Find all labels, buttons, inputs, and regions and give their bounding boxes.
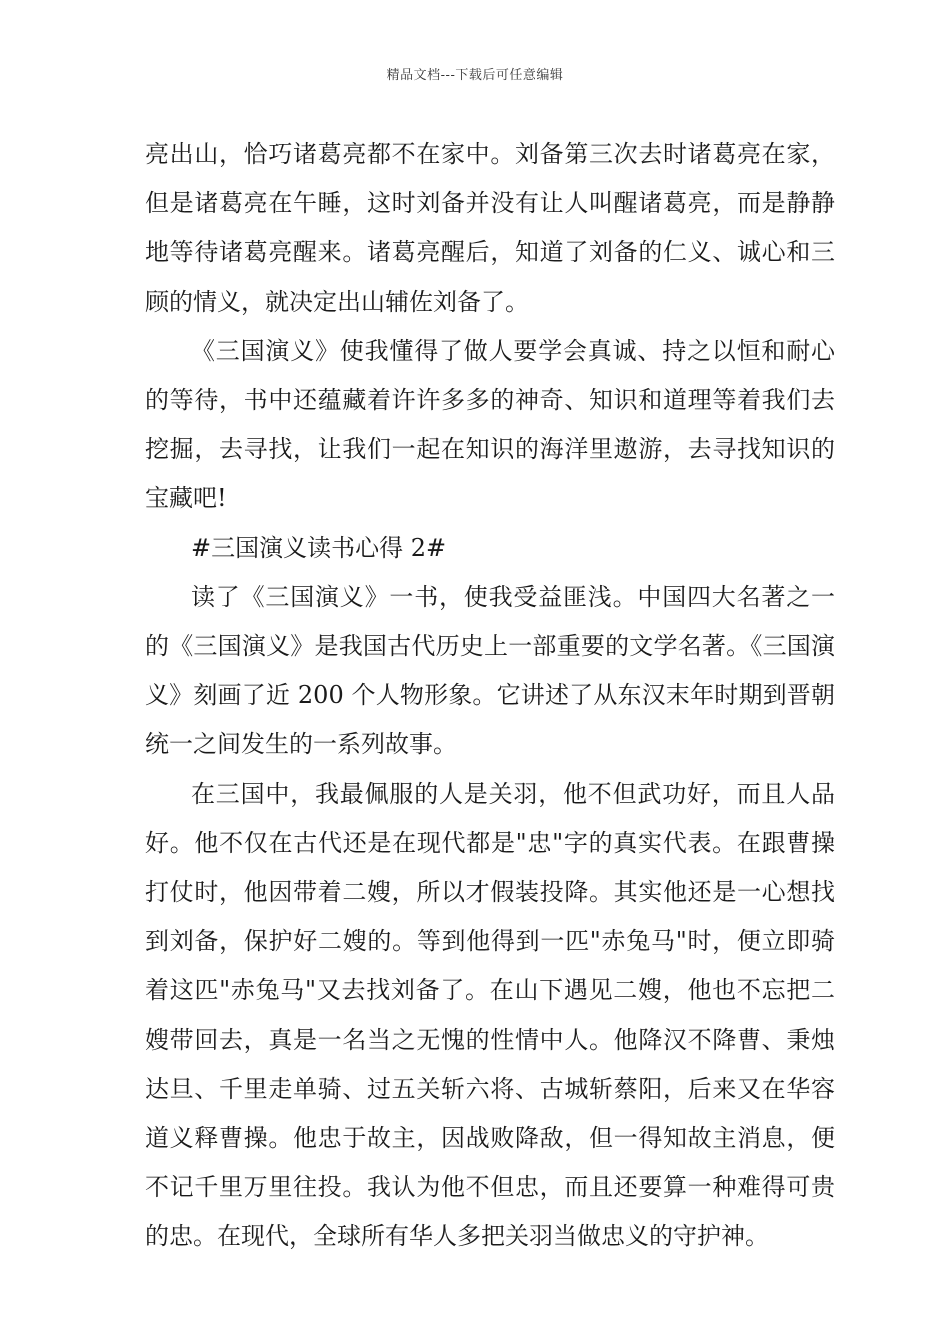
paragraph-intro: 读了《三国演义》一书，使我受益匪浅。中国四大名著之一的《三国演义》是我国古代历史上一部重要的文学名著。《三国演义》刻画了近 200 个人物形象。它讲述了从东汉末年时期到晋朝统一之间发生的一系列故事。 [145, 582, 835, 759]
page-header: 精品文档---下载后可任意编辑 [386, 68, 564, 83]
paragraph-continuation: 亮出山，恰巧诸葛亮都不在家中。刘备第三次去时诸葛亮在家，但是诸葛亮在午睡，这时刘备并没有让人叫醒诸葛亮，而是静静地等待诸葛亮醒来。诸葛亮醒后，知道了刘备的仁义、诚心和三顾的情义，就决定出山辅佐刘备了。 [145, 140, 835, 316]
paragraph-guan-yu: 在三国中，我最佩服的人是关羽，他不但武功好，而且人品好。他不仅在古代还是在现代都是"忠"字的真实代表。在跟曹操打仗时，他因带着二嫂，所以才假装投降。其实他还是一心想找到刘备，保护好二嫂的。等到他得到一匹"赤兔马"时，便立即骑着这匹"赤兔马"又去找刘备了。在山下遇见二嫂，他也不忘把二嫂带回去，真是一名当之无愧的性情中人。他降汉不降曹、秉烛达旦、千里走单骑、过五关斩六将、古城斩蔡阳，后来又在华容道义释曹操。他忠于故主，因战败降敌，但一得知故主消息，便不记千里万里往投。我认为他不但忠，而且还要算一种难得可贵的忠。在现代，全球所有华人多把关羽当做忠义的守护神。 [145, 779, 835, 1251]
document-body [145, 130, 835, 1262]
section-heading: #三国演义读书心得 2# [191, 533, 447, 562]
paragraph-conclusion: 《三国演义》使我懂得了做人要学会真诚、持之以恒和耐心的等待，书中还蕴藏着许许多多的神奇、知识和道理等着我们去挖掘，去寻找，让我们一起在知识的海洋里遨游，去寻找知识的宝藏吧! [145, 336, 835, 513]
